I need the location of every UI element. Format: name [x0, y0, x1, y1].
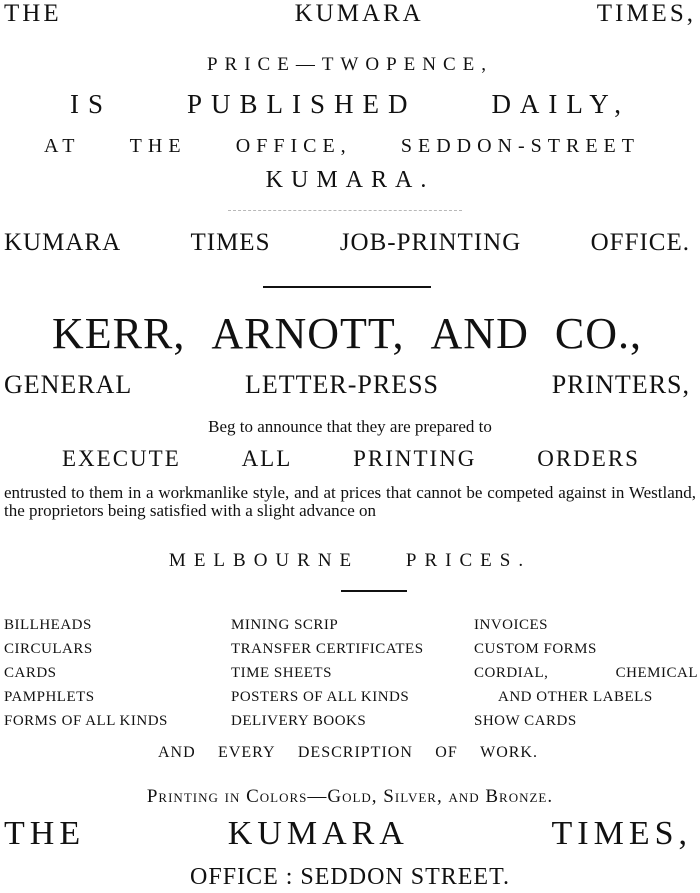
footer-the: THE [4, 815, 86, 852]
every-w1: AND [158, 744, 196, 761]
list-item: FORMS OF ALL KINDS [4, 713, 168, 729]
services-column-2 [231, 613, 471, 733]
list-item: TRANSFER CERTIFICATES [231, 641, 424, 657]
office-w1: AT [44, 135, 81, 157]
execute-w2: ALL [241, 446, 293, 471]
execute-w3: PRINTING [353, 446, 477, 471]
every-description-line [158, 744, 538, 762]
firm-w2: ARNOTT, [211, 309, 405, 358]
firm-w1: KERR, [52, 309, 186, 358]
announce-line: Beg to announce that they are prepared to [208, 417, 492, 436]
every-w2: EVERY [218, 744, 276, 761]
body-paragraph: entrusted to them in a workmanlike style, and at prices that cannot be competed against in Westland, the proprietors being satisfied with a slight advance on [4, 483, 696, 520]
job-w4: OFFICE. [590, 229, 690, 256]
list-item: MINING SCRIP [231, 617, 339, 633]
list-item: BILLHEADS [4, 617, 92, 633]
divider-rule-small [341, 590, 407, 592]
list-item: CIRCULARS [4, 641, 93, 657]
list-item: POSTERS OF ALL KINDS [231, 689, 410, 705]
published-w3: DAILY, [491, 89, 630, 119]
execute-w4: ORDERS [537, 446, 640, 471]
divider-rule [263, 286, 431, 288]
every-w5: WORK. [480, 744, 538, 761]
list-item: CUSTOM FORMS [474, 641, 597, 657]
masthead-times: TIMES, [596, 0, 696, 27]
trade-w1: GENERAL [4, 370, 133, 399]
list-item-part: CORDIAL, [474, 665, 549, 681]
list-item: DELIVERY BOOKS [231, 713, 367, 729]
office-w2: THE [129, 135, 187, 157]
office-address: OFFICE : SEDDON STREET. [190, 864, 510, 890]
office-line [0, 135, 700, 158]
masthead [0, 0, 700, 34]
job-w1: KUMARA [4, 229, 122, 256]
firm-w3: AND [430, 309, 529, 358]
colors-text: Printing in Colors—Gold, Silver, and Bronze. [146, 786, 554, 807]
list-item: SHOW CARDS [474, 713, 577, 729]
trade-w3: PRINTERS, [551, 370, 690, 399]
firm-w4: CO., [554, 309, 642, 358]
execute-w1: EXECUTE [62, 446, 181, 471]
melbourne-prices [0, 550, 700, 572]
masthead-kumara: KUMARA [294, 0, 424, 27]
melbourne-w2: PRICES. [405, 550, 532, 571]
services-column-3 [474, 613, 698, 733]
list-item [474, 661, 698, 685]
every-w3: DESCRIPTION [297, 744, 413, 761]
job-w2: TIMES [190, 229, 271, 256]
trade-line [0, 370, 700, 400]
office-w3: OFFICE, [235, 135, 352, 157]
list-item: AND OTHER LABELS [498, 689, 653, 705]
town-line: KUMARA. [265, 167, 435, 193]
melbourne-w1: MELBOURNE [168, 550, 360, 571]
faint-divider [228, 210, 462, 211]
footer-masthead [0, 815, 700, 853]
services-column-1 [4, 613, 228, 733]
published-w1: IS [70, 89, 113, 119]
price-line: PRICE—TWOPENCE, [206, 54, 494, 75]
colors-line [0, 786, 700, 808]
masthead-the: THE [4, 0, 62, 27]
execute-line [0, 446, 700, 472]
job-office-heading [0, 229, 700, 257]
office-w4: SEDDON-STREET [400, 135, 640, 157]
job-w3: JOB-PRINTING [339, 229, 522, 256]
published-daily [0, 89, 700, 120]
list-item: CARDS [4, 665, 57, 681]
every-w4: OF [435, 744, 458, 761]
footer-kumara: KUMARA [227, 815, 409, 852]
list-item: TIME SHEETS [231, 665, 332, 681]
list-item: INVOICES [474, 617, 548, 633]
trade-w2: LETTER-PRESS [245, 370, 440, 399]
footer-times: TIMES, [551, 815, 692, 852]
firm-name [0, 308, 700, 359]
list-item-part: CHEMICAL [615, 665, 698, 681]
list-item: PAMPHLETS [4, 689, 95, 705]
published-w2: PUBLISHED [186, 89, 417, 119]
